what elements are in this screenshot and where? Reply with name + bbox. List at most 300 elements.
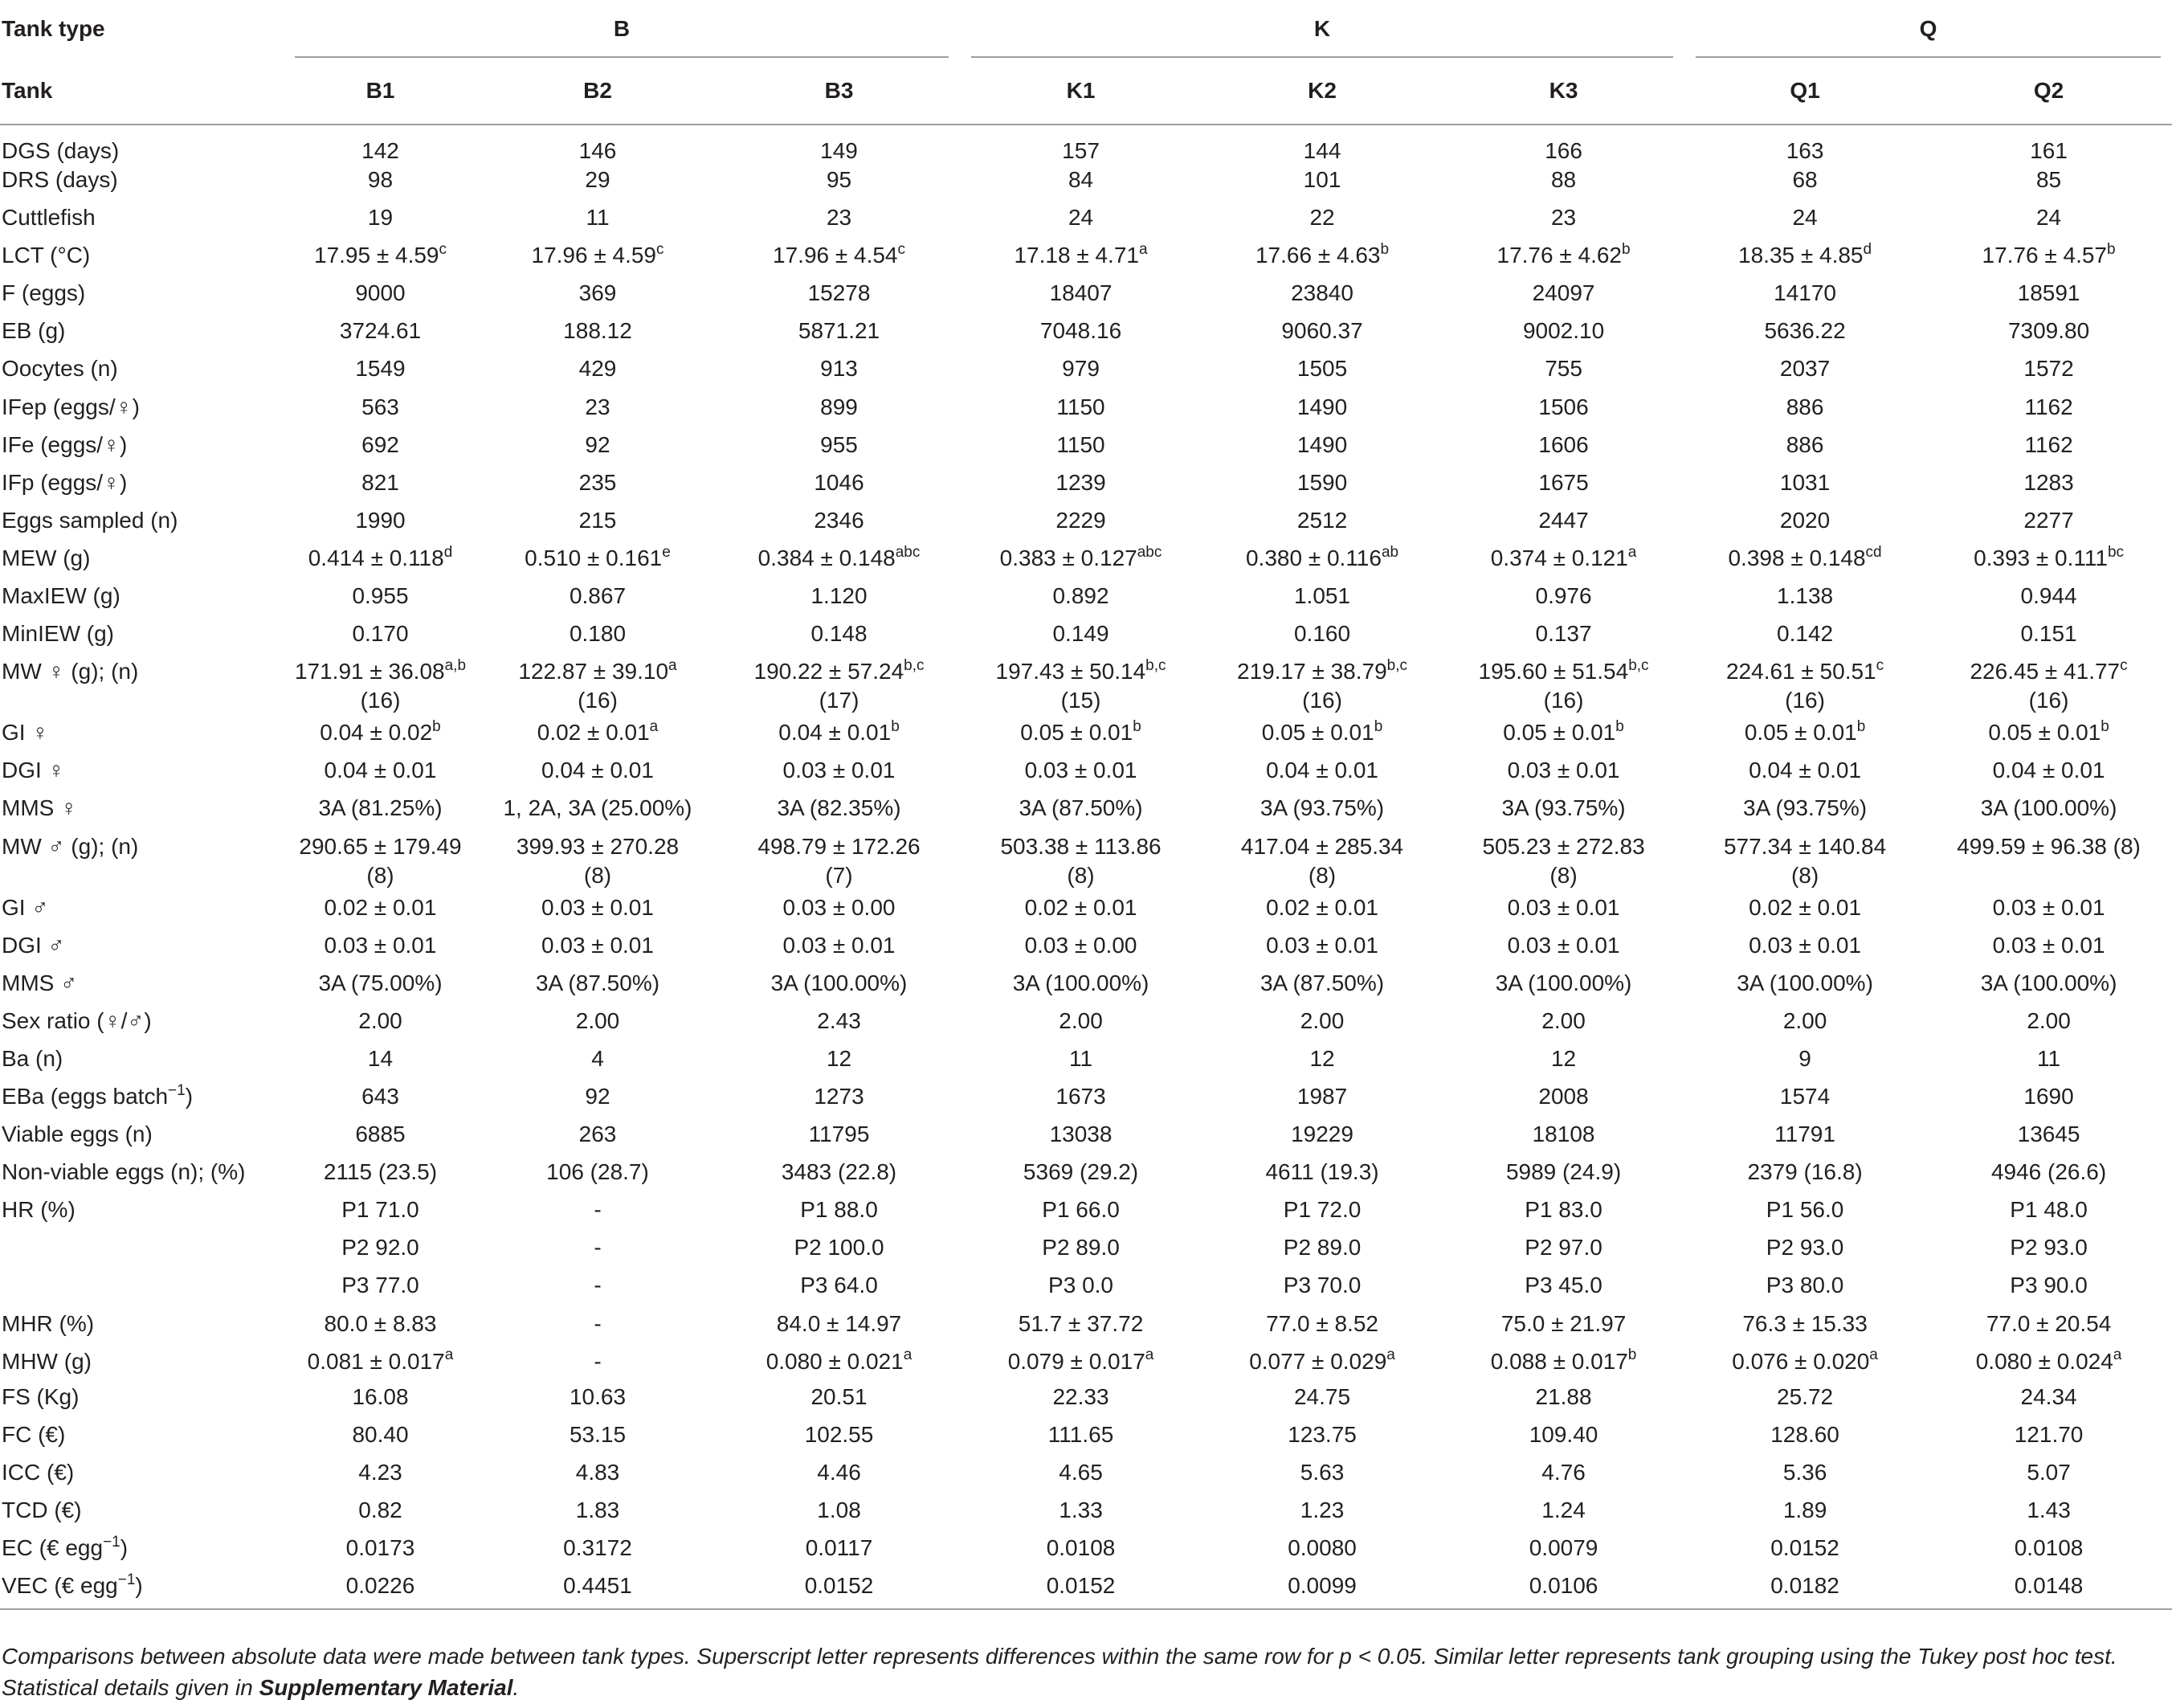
table-cell: 0.03 ± 0.01 [1992,894,2105,920]
table-row [0,794,2172,832]
table-cell: 899 [820,394,858,419]
table-cell: 0.03 ± 0.01 [1749,932,1862,958]
table-cell: 1690 [2023,1083,2074,1109]
table-cell: 0.079 ± 0.017$^a$ [1007,1346,1154,1374]
table-row [0,431,2172,468]
table-cell: 2.43 [817,1007,861,1033]
table-cell: 166 [1545,138,1582,163]
tank-header-k2: K2 [1308,78,1337,103]
table-cell: 886 [1786,431,1824,457]
table-cell: P3 64.0 [800,1273,878,1298]
table-cell: 0.944 [2020,583,2077,609]
table-cell: 3A (100.00%) [1495,970,1632,995]
table-cell: 9000 [355,280,406,306]
group-header-b: B [284,0,960,58]
table-cell: 80.0 ± 8.83 [324,1310,437,1336]
table-cell: 498.79 ± 172.26 (7) [718,832,960,893]
table-cell: - [594,1197,602,1223]
row-label: MinIEW (g) [2,621,114,647]
table-cell: 1590 [1296,469,1348,495]
sample-count: (8) [366,862,394,888]
table-row [0,506,2172,544]
table-cell: - [594,1310,602,1336]
table-cell: 1490 [1296,431,1348,457]
table-cell: 2277 [2023,507,2074,533]
table-row [0,1571,2172,1609]
table-row [0,582,2172,619]
table-cell: 4 [591,1045,604,1071]
row-label: MMS ♂ [2,970,78,995]
table-cell: 3A (93.75%) [1743,795,1868,821]
table-cell: 1046 [814,469,864,495]
table-cell: 0.02 ± 0.01 [324,894,437,920]
significance-letter: b [1133,717,1141,735]
table-cell: 0.05 ± 0.01$^b$ [1988,717,2109,746]
table-cell: 188.12 [563,318,632,344]
table-cell: 20.51 [810,1383,868,1409]
row-label: Ba (n) [2,1045,63,1071]
table-cell: 13645 [2017,1122,2080,1147]
significance-letter: b [432,717,441,735]
table-cell: 11 [586,205,610,231]
significance-letter: ab [1381,543,1399,561]
group-header-k: K [960,0,1684,58]
table-cell: 0.03 ± 0.01 [782,758,896,783]
table-cell: 1162 [2024,394,2073,419]
table-cell: 17.18 ± 4.71$^a$ [1014,240,1148,268]
table-cell: 226.45 ± 41.77$^c$ (16) [1925,657,2172,718]
table-cell: 0.04 ± 0.01 [1749,758,1862,783]
table-cell: 0.02 ± 0.01$^a$ [537,717,659,746]
table-cell: 3A (93.75%) [1501,795,1626,821]
table-cell: 11791 [1774,1122,1835,1147]
table-cell: P2 89.0 [1283,1235,1362,1261]
table-cell: 1572 [2023,356,2074,382]
table-cell: 0.03 ± 0.01 [541,932,654,958]
table-cell: 2.00 [1541,1007,1586,1033]
sample-count: (8) [1067,862,1095,888]
table-cell: 123.75 [1288,1421,1357,1447]
table-cell: 0.380 ± 0.116$^{ab}$ [1245,543,1399,570]
table-cell: P1 71.0 [341,1197,419,1223]
row-label: MW ♀ (g); (n) [2,659,139,684]
table-cell: 1673 [1055,1083,1106,1109]
table-cell: 0.04 ± 0.01$^b$ [778,717,900,746]
significance-letter: c [656,240,664,258]
table-cell: 886 [1786,394,1824,419]
table-cell: 0.892 [1052,583,1109,609]
table-row [0,1082,2172,1120]
table-cell: 0.088 ± 0.017$^b$ [1490,1346,1637,1374]
table-cell: 0.160 [1293,621,1351,647]
table-cell: 2020 [1779,507,1831,533]
table-cell: 76.3 ± 15.33 [1742,1310,1868,1336]
table-cell: 7048.16 [1039,318,1122,344]
table-cell: 4946 (26.6) [1990,1159,2107,1185]
table-cell: $190.22 \pm 57.24^{b,c}$ (17) [718,657,960,718]
table-cell: 0.374 ± 0.121$^a$ [1490,543,1637,570]
table-cell: 1.120 [810,583,868,609]
row-label: MMS ♀ [2,795,78,821]
row-label: MHR (%) [2,1310,95,1336]
table-cell: 0.04 ± 0.01 [1992,758,2105,783]
table-cell: 503.38 ± 113.86 (8) [960,832,1202,893]
table-cell: 0.081 ± 0.017$^a$ [307,1346,454,1374]
table-cell: 0.03 ± 0.01 [1266,932,1378,958]
table-cell: 102.55 [804,1421,874,1447]
table-cell: 92 [585,431,610,457]
table-cell: 11 [1068,1045,1093,1071]
table-cell: P2 100.0 [794,1235,884,1261]
row-label: DGI ♂ [2,932,65,958]
table-cell: 0.510 ± 0.161$^e$ [525,543,671,570]
table-cell: 98 [367,167,394,192]
table-cell: 24 [2035,205,2062,231]
table-cell: 24 [1792,205,1818,231]
table-cell: 17.76 ± 4.62$^b$ [1496,240,1631,268]
table-cell: 16.08 [352,1383,409,1409]
table-cell: 821 [361,469,399,495]
table-cell: P1 88.0 [800,1197,878,1223]
sample-count: (7) [825,862,853,888]
table-cell: 0.976 [1535,583,1592,609]
table-cell: 23840 [1291,280,1353,306]
table-row [0,893,2172,931]
table-cell: 0.03 ± 0.01 [541,894,654,920]
row-label: EC (€ egg$^{-1}$) [2,1533,129,1560]
table-cell: 0.0226 [345,1573,415,1599]
row-label: MaxIEW (g) [2,583,120,609]
sample-count: (17) [819,688,859,713]
sample-count: (16) [2028,688,2069,713]
table-cell: 1.83 [575,1497,620,1522]
table-cell: 17.96 ± 4.59$^c$ [531,240,664,268]
sample-count: (16) [1302,688,1342,713]
table-cell: 2229 [1055,507,1106,533]
sample-count: (8) [1790,862,1819,888]
tank-header-b2: B2 [583,78,612,103]
table-cell: 24097 [1532,280,1595,306]
table-cell: 75.0 ± 21.97 [1500,1310,1627,1336]
table-cell: 0.414 ± 0.118$^d$ [308,543,453,570]
table-cell: 77.0 ± 8.52 [1266,1310,1378,1336]
table-cell: 19229 [1291,1122,1353,1147]
group-header-q: Q [1684,0,2172,58]
table-cell: 3A (87.50%) [1019,795,1143,821]
table-cell: 24 [1068,205,1094,231]
table-cell: P1 72.0 [1283,1197,1362,1223]
significance-letter: a [1145,1346,1154,1364]
table-cell: 5.63 [1300,1459,1345,1485]
row-label: F (eggs) [2,280,86,306]
table-cell: 0.03 ± 0.00 [1024,932,1137,958]
table-cell: 2512 [1296,507,1348,533]
table-cell: P2 93.0 [2010,1235,2088,1261]
table-cell: 0.077 ± 0.029$^a$ [1249,1346,1395,1374]
table-cell: 1.33 [1059,1497,1103,1522]
table-cell: 25.72 [1777,1383,1834,1409]
table-cell: 5369 (29.2) [1023,1159,1139,1185]
table-cell: 563 [361,394,399,419]
row-label: IFe (eggs/♀) [2,431,128,457]
table-cell: 0.080 ± 0.024$^a$ [1975,1346,2122,1374]
table-cell: - [594,1273,602,1298]
table-cell: 0.0108 [2014,1535,2084,1560]
row-label: LCT (°C) [2,243,91,268]
table-row [0,544,2172,582]
significance-letter: d [443,543,453,561]
table-cell: 2.00 [1782,1007,1827,1033]
table-cell: 0.04 ± 0.01 [324,758,437,783]
table-row [0,125,2172,165]
table-cell: 0.151 [2020,621,2077,647]
table-cell: 0.0148 [2014,1573,2084,1599]
row-label: FC (€) [2,1421,66,1447]
row-label: IFp (eggs/♀) [2,469,128,495]
table-cell: 5989 (24.9) [1505,1159,1622,1185]
table-cell: 1283 [2023,469,2074,495]
table-cell: 0.04 ± 0.01 [541,758,654,783]
table-row [0,468,2172,506]
significance-letter: a [668,656,677,674]
significance-letter: c [439,240,447,258]
table-cell: 755 [1545,356,1582,382]
table-cell: 3A (100.00%) [1980,795,2117,821]
table-cell: 7309.80 [2007,318,2090,344]
table-cell: 24.34 [2020,1383,2077,1409]
significance-letter: b [1374,717,1383,735]
table-cell: 9002.10 [1522,318,1605,344]
table-cell: 142 [361,138,399,163]
significance-letter: b [1615,717,1624,735]
table-cell: P3 70.0 [1283,1273,1362,1298]
table-row [0,165,2172,203]
row-label: MW ♂ (g); (n) [2,833,139,859]
table-cell: 80.40 [352,1421,409,1447]
table-cell: 18591 [2017,280,2080,306]
table-cell: 17.66 ± 4.63$^b$ [1255,240,1390,268]
table-cell: 23 [826,205,852,231]
table-cell: 0.383 ± 0.127$^{abc}$ [999,543,1162,570]
table-cell: $219.17 \pm 38.79^{b,c}$ (16) [1202,657,1443,718]
table-cell: P3 45.0 [1525,1273,1602,1298]
table-cell: 3A (81.25%) [318,795,443,821]
table-cell: 15278 [807,280,871,306]
table-cell: 1490 [1296,394,1348,419]
table-row [0,832,2172,893]
table-cell: 3483 (22.8) [781,1159,897,1185]
table-cell: 369 [578,280,617,306]
significance-letter: b [891,717,900,735]
table-cell: 417.04 ± 285.34 (8) [1202,832,1443,893]
table-cell: 955 [820,431,858,457]
table-cell: 24.75 [1293,1383,1351,1409]
table-cell: P1 48.0 [2010,1197,2088,1223]
table-cell: 18407 [1049,280,1113,306]
significance-letter: a [1869,1346,1878,1364]
table-row [0,1195,2172,1233]
table-cell: 2.00 [575,1007,620,1033]
table-cell: 1549 [355,356,406,382]
table-cell: 3A (87.50%) [1260,970,1385,995]
row-label: IFep (eggs/♀) [2,394,140,419]
table-cell: 149 [820,138,858,163]
table-cell: 4611 (19.3) [1265,1159,1379,1185]
table-cell: 4.46 [817,1459,861,1485]
row-label: GI ♀ [2,720,49,746]
table-cell: 11 [2037,1045,2061,1071]
table-row [0,619,2172,657]
table-cell: 0.05 ± 0.01$^b$ [1261,717,1383,746]
significance-letter: c [2120,656,2128,674]
table-cell: 0.0079 [1529,1535,1598,1560]
row-label [0,1233,284,1271]
table-cell: 22 [1309,205,1335,231]
table-cell: 121.70 [2014,1421,2084,1447]
table-cell: 0.4451 [563,1573,632,1599]
significance-letter: c [897,240,906,258]
table-cell: $195.60 \pm 51.54^{b,c}$ (16) [1443,657,1684,718]
significance-letter: a [1386,1346,1395,1364]
table-cell: P3 80.0 [1766,1273,1844,1298]
table-cell: 0.03 ± 0.01 [1992,932,2105,958]
row-label: GI ♂ [2,894,49,920]
table-cell: 505.23 ± 272.83 (8) [1443,832,1684,893]
significance-letter: b [1380,240,1390,258]
table-cell: 29 [585,167,610,192]
significance-letter: b [2101,717,2109,735]
row-label: EB (g) [2,318,66,344]
significance-letter: d [1863,240,1872,258]
significance-letter: abc [895,543,921,561]
table-cell: 0.02 ± 0.01 [1749,894,1862,920]
table-cell: - [594,1348,602,1374]
table-cell: $197.43 \pm 50.14^{b,c}$ (15) [960,657,1202,718]
table-cell: 1606 [1538,431,1589,457]
table-body [0,125,2172,1609]
table-cell: 0.82 [358,1497,402,1522]
significance-letter: a [444,1346,454,1364]
table-cell: 0.03 ± 0.01 [1507,894,1620,920]
significance-letter: a [1138,240,1148,258]
table-row [0,969,2172,1007]
table-cell: 3724.61 [339,318,422,344]
table-cell: 84.0 ± 14.97 [776,1310,902,1336]
table-cell: 979 [1062,356,1100,382]
table-cell: 0.955 [352,583,409,609]
table-cell: P1 83.0 [1525,1197,1602,1223]
table-cell: $171.91 \pm 36.08^{a,b}$ (16) [284,657,477,718]
table-cell: 0.0099 [1288,1573,1357,1599]
table-cell: 6885 [355,1122,406,1147]
table-cell: 1150 [1056,431,1105,457]
table-cell: 0.0152 [1046,1573,1116,1599]
sample-count: (16) [578,688,618,713]
row-label: Eggs sampled (n) [2,507,178,533]
table-cell: P3 77.0 [341,1273,419,1298]
significance-letter: b [1622,240,1631,258]
table-cell: 161 [2030,138,2068,163]
table-row [0,1007,2172,1044]
table-cell: 5871.21 [798,318,880,344]
significance-letter: b [1627,1346,1637,1364]
row-label: MEW (g) [2,545,91,570]
significance-letter: b,c [1628,656,1649,674]
table-cell: 106 (28.7) [546,1159,649,1185]
table-cell: 0.148 [810,621,868,647]
table-cell: 499.59 ± 96.38 (8) [1957,833,2141,859]
table-cell: 1987 [1296,1083,1348,1109]
table-cell: 1.051 [1293,583,1351,609]
table-cell: 290.65 ± 179.49 (8) [284,832,477,893]
table-cell: 0.149 [1052,621,1109,647]
table-cell: 3A (82.35%) [777,795,901,821]
table-cell: 1990 [355,507,406,533]
footnote-link[interactable]: Supplementary Material [259,1675,513,1700]
row-label: ICC (€) [2,1459,75,1485]
table-cell: 0.3172 [563,1535,632,1560]
table-cell: 0.142 [1777,621,1834,647]
significance-letter: a [1627,543,1637,561]
table-cell: 263 [578,1122,617,1147]
row-label: MHW (g) [2,1348,92,1374]
tank-header-k3: K3 [1549,78,1578,103]
table-cell: 122.87 ± 39.10$^a$ (16) [477,657,718,718]
table-row [0,1496,2172,1534]
table-cell: 17.96 ± 4.54$^c$ [773,240,906,268]
table-row [0,203,2172,241]
table-cell: 14 [367,1045,394,1071]
table-cell: 1.43 [2027,1497,2071,1522]
table-cell: 235 [578,469,617,495]
table-cell: 17.95 ± 4.59$^c$ [314,240,447,268]
table-cell: 128.60 [1770,1421,1839,1447]
table-cell: 3A (93.75%) [1260,795,1385,821]
table-row [0,1458,2172,1496]
table-cell: 4.83 [575,1459,620,1485]
table-cell: 1675 [1538,469,1589,495]
table-cell: 1.23 [1300,1497,1345,1522]
significance-letter: bc [2107,543,2125,561]
table-cell: 13038 [1049,1122,1113,1147]
table-cell: 2346 [814,507,864,533]
table-cell: 399.93 ± 270.28 (8) [477,832,718,893]
table-cell: 1273 [814,1083,864,1109]
table-cell: P3 90.0 [2010,1273,2088,1298]
table-cell: 18108 [1532,1122,1595,1147]
table-cell: 101 [1303,167,1341,192]
table-cell: P2 97.0 [1525,1235,1602,1261]
table-cell: 53.15 [569,1421,627,1447]
table-cell: 3A (87.50%) [535,970,660,995]
table-cell: 1574 [1779,1083,1831,1109]
significance-letter: b [1856,717,1866,735]
tank-header: Tank [2,78,53,103]
sample-count: (16) [1543,688,1584,713]
table-cell: 2.00 [1059,1007,1103,1033]
table-cell: 51.7 ± 37.72 [1018,1310,1144,1336]
significance-letter: abc [1137,543,1162,561]
row-label: DGI ♀ [2,758,65,783]
table-cell: 1150 [1056,394,1105,419]
table-row [0,657,2172,718]
table-cell: 157 [1062,138,1100,163]
sample-count: (8) [583,862,612,888]
table-row [0,1310,2172,1347]
table-cell: 0.03 ± 0.01 [1507,758,1620,783]
row-label: Viable eggs (n) [2,1122,153,1147]
table-cell: 12 [1309,1045,1335,1071]
